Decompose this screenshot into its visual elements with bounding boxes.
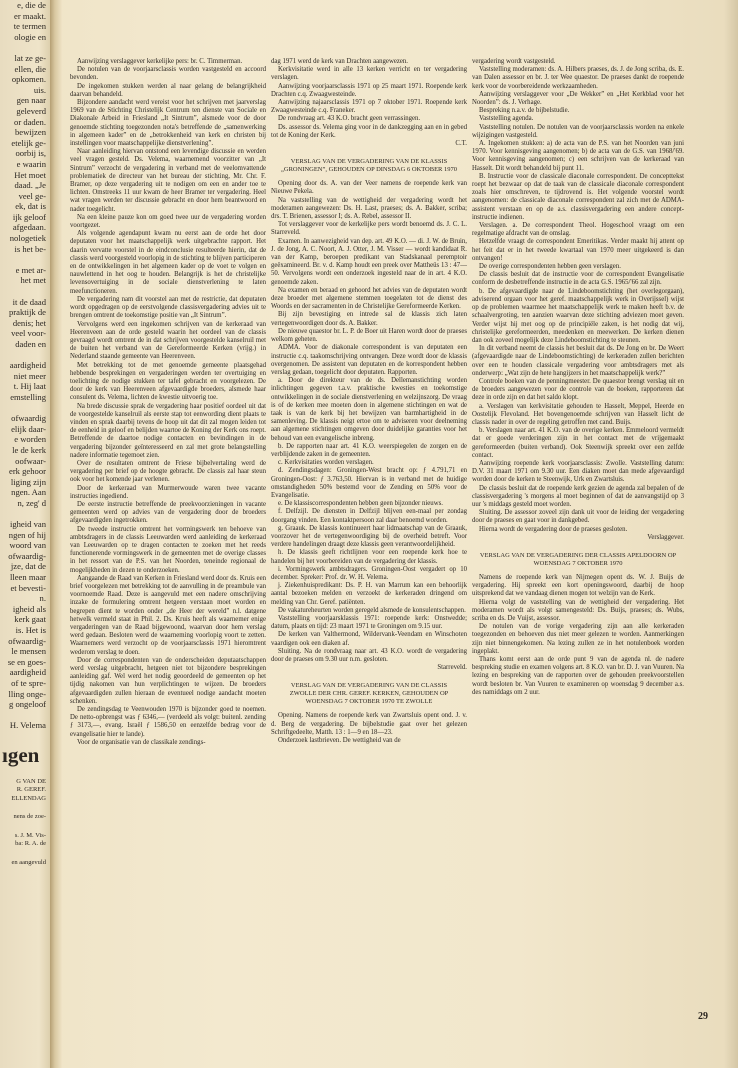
paragraph: Tot verslaggever voor de kerkelijke pers wordt benoemd ds. J. C. L. Starreveld. (271, 221, 467, 237)
paragraph: Over de resultaten omtrent de Friese bijbelvertaling werd de vergadering per brief op de hoogte gebracht. De classis zal haar steun ook voor het komende jaar verlenen. (70, 459, 266, 484)
fragment-line: daad. „Je (14, 180, 46, 191)
page-number: 29 (698, 1011, 708, 1022)
fragment-line: igheid als (12, 603, 46, 614)
fragment-line: nens de zoe- (13, 813, 46, 821)
paragraph: Examen. In aanwezigheid van dep. art. 49 K.O. — di. J. W. de Bruin, J. de Jong, A. C. Noort, A. J. Otter, J. M. Visser — wordt kandidaat R. van der Kamp, beroepen predikant van Stadskanaal peremptoir geëxamineerd. Br. v. d. Kamp houdt een preek over Mattheüs 13 : 47—50. Vervolgens wordt een onderzoek ingesteld naar de in art. 4 K.O. genoemde zaken. (271, 237, 467, 286)
paragraph: De classis besluit dat de instructie voor de correspondent Evangelisatie conform de desbetreffende instructie in de acta G.S. 1965/'66 zal zijn. (472, 271, 684, 287)
fragment-line: ba: R. A. de (15, 840, 46, 848)
paragraph: De tweede instructie omtrent het vormingswerk ten behoeve van ambtsdragers in de classis Leeuwarden werd aanleiding de kerkeraad van Leeuwarden op te dragen contacten te zoeken met het reeds functionerende vormingswerk in de gemeenten met de overige classes in het ressort van de P.S. van het Noorden, teneinde regionaal de mogelijkheden in dezen te onderzoeken. (70, 525, 266, 574)
paragraph: Bij zijn bevestiging en intrede sal de klassis zich laten vertegenwoordigen door ds. A. Bakker. (271, 311, 467, 327)
paragraph: Sluiting. De assessor zoveel zijn dank uit voor de leiding der vergadering door de praeses en gaat voor in dankgebed. (472, 509, 684, 525)
paragraph: De overige correspondenten hebben geen verslagen. (479, 263, 621, 271)
paragraph: De eerste instructie betreffende de preekvoorzieningen in vacante gemeenten werd op advies van de vergadering door de broeders afgevaardigden ingetrokken. (70, 500, 266, 525)
paragraph: De vakatureheurten worden geregeld alsmede de konsulentschappen. (278, 606, 466, 614)
page-edge-shadow (724, 0, 738, 1068)
fragment-line: opkomen. (11, 74, 46, 85)
paragraph: Opening door ds. A. van der Veer namens de roepende kerk van Nieuwe Pekela. (271, 180, 467, 196)
signature: Starreveld. (437, 664, 467, 672)
paragraph: Vaststelling moderamen: ds. A. Hilbers praeses, ds. J. de Jong scriba, ds. E. van Dalen assessor en br. J. ter Wee quaestor. De praeses dankt de roepende kerk voor de voorbereidende werkzaamheden. (472, 66, 684, 90)
fragment-line: t. Hij laat (13, 381, 46, 392)
signature: Verslaggever. (647, 533, 684, 541)
fragment-line: het met (20, 275, 46, 286)
fragment-line: geleverd (16, 105, 46, 116)
paragraph: e. De klassiscorrespondenten hebben geen bijzonder nieuws. (278, 500, 443, 508)
fragment-line: jze, dat de (10, 561, 46, 572)
fragment-line: woord van (9, 540, 46, 551)
fragment-line: n. (39, 593, 46, 604)
paragraph: Voor de organisatie van de classikale zendings- (77, 738, 206, 746)
page-gutter (50, 0, 62, 1068)
paragraph: Thans komt eerst aan de orde punt 9 van de agenda nl. de nadere bespreking studie en examen volgens art. 8 K.O. van br. D. J. van Vuuren. Na lezing en bespreking van de rapporten over de gehouden preekvoorstellen wordt besloten br. Van Vuuren te examineren op woensdag 9 december a.s. des namiddags om 2 uur. (472, 656, 684, 696)
fragment-line: ELLENDAG (11, 794, 46, 802)
fragment-line: er maakt. (14, 10, 46, 21)
paragraph: h. De klassis geeft richtlijnen voor een roepende kerk hoe te handelen bij het voorbereiden van de vergadering der klassis. (271, 549, 467, 565)
paragraph: a. Door de direkteur van de ds. Dellemanstichting worden inlichtingen gegeven t.a.v. praktische kwesties en toekomstige ontwikkelingen in de sociale dienstverlening en welzijnszorg. De vraag is of de kerken mee moeten doen in algemene stichtingen en wat de taak is van de kerk bij het bewijzen van barmhartigheid in de samenleving. De klassis neigt ertoe om te adviseren voor deelneming aan algemene stichtingen omgeven door duidelijke garanties voor het behoud van een evangelische inbreng. (271, 377, 467, 442)
paragraph: Aanwijzing najaarsclassis 1971 op 7 oktober 1971. Roepende kerk Zwaagwesteinde c.q. Franeker. (271, 99, 467, 115)
section-heading: VERSLAG VAN DE VERGADERING DER CLASSIS APELDOORN OP WOENSDAG 7 OKTOBER 1970 (479, 551, 677, 567)
fragment-line: denis; het (12, 317, 46, 328)
fragment-line: praktijk de (9, 307, 46, 318)
paragraph: Aanwijzing verslaggever kerkelijke pers: br. C. Timmerman. (77, 58, 243, 65)
fragment-line (0, 509, 52, 520)
paragraph: c. Kerkvisitaties worden verslagen. (278, 459, 374, 467)
paragraph: Bijzondere aandacht werd vereist voor het schrijven met jaarverslag 1969 van de Stichting Christelijk Centrum ten dienste van Sociale en Diakonale Arbeid in Friesland „It Sintrum”, alsmede voor de door genoemde stichting toegezonden nota's betreffende de „samenwerking in algemeen kader” en de „betrokkenheid van kerk en christen bij instellingen voor maatschappelijke dienstverlening”. (70, 99, 266, 148)
fragment-line: s. J. M. Vis- (14, 832, 46, 840)
paragraph: i. Vormingswerk ambtsdragers. Groningen-Oost vergadert op 10 december. Spreker: Prof. dr. W. H. Velema. (271, 565, 467, 581)
fragment-line: lling onge- (8, 688, 46, 699)
paragraph: ADMA. Voor de diakonale correspondent is van deputaten een instructie c.q. taakomschrijving ontvangen. Deze wordt door de klassis overgenomen. De assistent van deputaten en de korrespondent hebben verslag gedaan, toegelicht door deputaten. Rapporten. (271, 344, 467, 376)
fragment-line (0, 822, 52, 833)
fragment-line: oofwaar- (15, 455, 46, 466)
paragraph: Door de correspondenten van de onderscheiden deputaatschappen werd verslag uitgebracht, hetgeen niet tot bijzondere besprekingen aanleiding gaf. Wel werd het nodig geoordeeld de gemeenten op het tijdig nakomen van hun verplichtingen te wijzen. De broeders afgevaardigden zullen hieraan de eventueel nodige aandacht moeten schenken. (70, 656, 266, 705)
fragment-line: se en goes- (7, 656, 46, 667)
fragment-line: e waarin (16, 158, 46, 169)
fragment-line: ofwaardig (11, 413, 46, 424)
fragment-line: erk gehoor (9, 466, 46, 477)
fragment-line: ijk geloof (12, 211, 46, 222)
paragraph: Kerkvisitatie werd in alle 13 kerken verricht en ter vergadering verslagen. (271, 66, 467, 82)
paragraph: a. Verslagen van kerkvisitatie gehouden te Hasselt, Meppel, Heerde en Oostelijk Flevoland. Het bovengenoemde schrijven van Hasselt licht de classis nader in over de regeling getroffen met cand. Buijs. (472, 402, 684, 426)
fragment-line: nologetiek (9, 233, 46, 244)
fragment-line: ologie en (14, 31, 46, 42)
paragraph: Vervolgens werd een ingekomen schrijven van de kerkeraad van Heerenveen aan de orde gesteld waarin het oordeel van de classis gevraagd wordt omtrent de in dat schrijven voorgestelde kanselruil met de buiten het verband van de Gereformeerde Kerken (vrijg.) in Nederland staande gemeente van Heerenveen. (70, 320, 266, 361)
fragment-line: oorbij is, (15, 148, 46, 159)
fragment-line: ofwaardig- (8, 550, 46, 561)
fragment-line: kerk gaat (14, 614, 46, 625)
fragment-line: elijk daar- (11, 423, 46, 434)
paragraph: Na brede discussie sprak de vergadering haar positief oordeel uit dat de voorgestelde kanselruil als eerste stap tot eenwording dient plaats te vinden en sprak daarbij tevens de hoop uit dat dit zal mogen leiden tot de eenheid in geloof en belijden waartoe de Koning der Kerk ons roept. Betreffende de daartoe nodige contacten en bevindingen in de vergadering bijzonder geïnteresseerd en zal met grote belangstelling nadere informatie tegemoet zien. (70, 402, 266, 459)
fragment-line: lleen maar (9, 572, 46, 583)
signature: C.T. (455, 140, 467, 148)
paragraph: De kerken van Valthermond, Wildervank-Veendam en Winschoten vaardigen ook een diaken af. (271, 631, 467, 647)
paragraph: Bespreking n.a.v. de bijbelstudie. (479, 107, 570, 115)
fragment-line (0, 731, 52, 742)
fragment-line: aardigheid (9, 360, 46, 371)
paragraph: Namens de roepende kerk van Nijmegen opent ds. W. J. Buijs de vergadering. Hij spreekt een kort openingswoord, daarbij de hoop uitsprekend dat we vandaag dienen mogen tot welzijn van de Kerk. (472, 573, 684, 598)
paragraph: Vaststelling notulen. De notulen van de voorjaarsclassis worden na enkele wijzigingen vastgesteld. (472, 123, 684, 139)
fragment-line: le mensen (11, 646, 46, 657)
paragraph: De rondvraag art. 43 K.O. bracht geen verrassingen. (278, 115, 421, 123)
section-heading: VERSLAG VAN DE VERGADERING VAN DE KLASSIS „GRONINGEN”, GEHOUDEN OP DINSDAG 6 OKTOBER 1970 (280, 158, 458, 174)
paragraph: De notulen van de voorjaarsclassis worden vastgesteld en accoord bevonden. (70, 66, 266, 82)
fragment-line (0, 849, 52, 860)
fragment-line: liging zijn (10, 476, 46, 487)
fragment-line: lat ze ge- (14, 52, 46, 63)
paragraph: Vaststelling agenda. (479, 115, 534, 123)
fragment-line: ek, dat is (15, 201, 46, 212)
paragraph: Controle boeken van de penningmeester. De quaestor brengt verslag uit en de broeders aangewezen voor de controle van de boeken, rapporteren dat deze in orde zijn en dat het saldo klopt. (472, 377, 684, 402)
fragment-line: en aangevuld (11, 859, 46, 867)
previous-page-fragment (0, 0, 52, 1068)
paragraph: In dit verband neemt de classis het besluit dat ds. De Jong en br. De Weert (afgevaardigde naar de Lindeboomstichting) de kerkeraden zullen berichten over een te houden classicale vergadering voor ambtsdragers met als onderwerp: „Wat zijn de hete hangijzers in het maatschappelijk werk?” (472, 345, 684, 377)
fragment-line: afgedaan. (12, 222, 46, 233)
paragraph: Door de kerkeraad van Murmerwoude waren twee vacante instructies ingediend. (70, 484, 266, 500)
paragraph: Aangaande de Raad van Kerken in Friesland werd door ds. Kruis een brief voorgelezen met betrekking tot de aanvulling in de preambule van voornoemde Raad. Deze is aangevuld met een nadere omschrijving inzake de formulering omtrent hetgeen verstaan moet worden en begrepen dient te worden onder „de Heer der wereld” n.l. datgene hetwelk vermeld staat in Phil. 2. Ds. Kruis heeft als waarnemer enige vergaderingen van de Raad bijgewoond, waarvan door hem verslag werd gedaan. Besloten werd de waarneming voorlopig voort te zetten. Waarnemers werd verzocht op de voorjaarsclassis 1971 hieromtrent wederom verslag te doen. (70, 574, 266, 656)
paragraph: Onderzoek lastbrieven. De wettigheid van de (278, 737, 401, 745)
fragment-line (0, 403, 52, 414)
fragment-line: or daden. (14, 116, 46, 127)
paragraph: f. Delfzijl. De diensten in Delfzijl blijven een-maal per zondag doorgang vinden. Een kontaktpersoon zal daar benoemd worden. (271, 508, 467, 524)
fragment-line: veel ge- (18, 190, 46, 201)
fragment-line: niet meer (13, 370, 46, 381)
text-column-left (70, 58, 266, 1058)
paragraph: De classis besluit dat de roepende kerk gezien de agenda zal bepalen of de classisvergadering 's morgens al moet beginnen of dat de aanvangstijd op 3 uur 's middags gesteld moet worden. (472, 484, 684, 508)
paragraph: b. De rapporten naar art. 41 K.O. weerspiegelen de zorgen en de verblijdende zaken in de gemeenten. (271, 442, 467, 458)
fragment-line: daden en (15, 339, 46, 349)
fragment-line: ngen of hij (8, 529, 46, 540)
paragraph: De notulen van de vorige vergadering zijn aan alle kerkeraden toegezonden en behoeven dus niet meer gelezen te worden. Aanmerkingen zijn niet binnengekomen. Na lezing zullen ze in het notulenboek worden ingeplakt. (472, 623, 684, 655)
fragment-line: of te spre- (11, 678, 46, 688)
paragraph: Met betrekking tot de met genoemde gemeente plaatsgehad hebbende besprekingen en vergaderingen werden ter overtuiging en toelichting de nodige stukken ter tafel gebracht en voorgelezen. De door de kerk van Heerenveen afgevaardigde broeders, alsmede haar consulent ds. Velema, lichten de kwestie uitvoerig toe. (70, 361, 266, 402)
fragment-line (0, 768, 52, 779)
fragment-line: n, zeg' d (17, 497, 46, 508)
fragment-line: G VAN DE (16, 778, 46, 786)
fragment-line: veel voor- (11, 328, 46, 339)
fragment-line: igheid van (9, 519, 46, 530)
fragment-line (0, 710, 52, 721)
fragment-line: g ongeloof (9, 699, 46, 710)
paragraph: Na een kleine pauze kon om goed twee uur de vergadering worden voortgezet. (70, 213, 266, 230)
fragment-line (0, 254, 52, 265)
paragraph: Aanwijzing verslaggever voor „De Wekker” en „Het Kerkblad voor het Noorden”: ds. J. Verhage. (472, 90, 684, 107)
fragment-line: e met ar- (15, 264, 46, 275)
fragment-line (0, 42, 52, 53)
fragment-line: is. Het is (15, 625, 46, 636)
fragment-line: is het be- (14, 243, 46, 254)
paragraph: Aanwijzing voorjaarsclassis 1971 op 25 maart 1971. Roepende kerk Drachten c.q. Zwaagwesteinde. (271, 82, 467, 98)
paragraph: De ingekomen stukken werden al naar gelang de belangrijkheid daarvan behandeld. (70, 82, 266, 98)
paragraph: g. Graauk. De klassis kontinueert haar lidmaatschap van de Graauk, voorzover het de vertegenwoordiging bij de overheid betreft. Voor verdere handelingen draagt deze klassis geen verantwoordelijkheid. (271, 524, 467, 549)
paragraph: De nieuwe quaestor br. L. P. de Boer uit Haren wordt door de praeses welkom geheten. (271, 327, 467, 344)
paragraph: Na vaststelling van de wettigheid der vergadering wordt het moderamen aangewezen: Ds. H. Last, praeses; ds. A. Bakker, scriba; drs. T. Brienen, assessor I; ds. A. Rebel, assessor II. (271, 196, 467, 221)
fragment-line: H. Velema (9, 720, 46, 731)
paragraph: De zendingsdag te Veenwouden 1970 is bijzonder goed te noemen. De netto-opbrengst was ƒ 6346,— (verdeeld als volgt: buitenl. zending ƒ 3173,—, evang. Israël ƒ 1586,50 en eenzelfde bedrag voor de evangelisatie hier te lande). (70, 706, 266, 738)
paragraph: Hetzelfde vraagt de correspondent Emeritikas. Verder maakt hij attent op het feit dat er in het tweede kwartaal van 1970 meer uitgekeerd is dan ontvangen! (472, 238, 684, 262)
fragment-line: ngen. Aan (11, 487, 46, 498)
paragraph: b. Verslagen naar art. 41 K.O. van de overige kerken. Emmeloord vermeldt dat er goede verderingen zijn in het contact met de vrijgemaakt gereformeerden (buiten verband). Ook Steenwijk spreekt over een zelfde contact. (472, 427, 684, 459)
paragraph: De vergadering nam dit voorstel aan met de restrictie, dat deputaten wordt opgedragen op de eerstvolgende classisvergadering advies uit te brengen omtrent de toekomstige positie van „It Sintrum”. (70, 295, 266, 320)
fragment-line: e worden (14, 434, 46, 445)
fragment-line: ıgen (2, 742, 40, 767)
fragment-line: ofwaardig- (8, 635, 46, 646)
paragraph: Hierna volgt de vaststelling van de wettigheid der vergadering. Het moderamen wordt als volgt samengesteld: Ds. Buijs, praeses; ds. Wubs, scriba en ds. De Vuijst, assessor. (472, 598, 684, 622)
fragment-line: e, die de (17, 0, 46, 10)
paragraph: Vaststelling voorjaarsklassis 1971: roepende kerk: Onstwedde; datum, plaats en tijd: 23 maart 1971 te Groningen om 9.15 uur. (271, 615, 467, 631)
text-column-middle (271, 58, 467, 1058)
fragment-line: Het moet (14, 169, 46, 180)
section-heading: VERSLAG VAN DE VERGADERING VAN DE CLASSIS ZWOLLE DER CHR. GEREF. KERKEN, GEHOUDEN OP WOENSDAG 7 OKTOBER 1970 TE ZWOLLE (289, 682, 449, 706)
fragment-line: emstelling (10, 391, 46, 402)
paragraph: Na examen en beraad en gehoord het advies van de deputaten wordt deze broeder met algemene stemmen toegelaten tot de dienst des Woords en der sacramenten in de Christelijke Gereformeerde Kerken. (271, 286, 467, 311)
paragraph: A. Ingekomen stukken: a) de acta van de P.S. van het Noorden van juni 1970. Voor kennisgeving aangenomen; b) de acta van de G.S. van 1968/'69. Voor kennisgeving aangenomen; c) een schrijven van de kerkeraad van Hasselt. Dit wordt behandeld bij punt 11. (472, 140, 684, 172)
paragraph: Sluiting. Na de rondvraag naar art. 43 K.O. wordt de vergadering door de praeses om 9.30 uur n.m. gesloten. (271, 647, 467, 664)
fragment-line: ellen, die (14, 63, 46, 74)
paragraph: Aanwijzing roepende kerk voorjaarsclassis: Zwolle. Vaststelling datum: D.V. 31 maart 1971 om 9.30 uur. Een diaken moet dan mede afgevaardigd worden door de kerken te Steenwijk, Urk en Zwartsluis. (472, 459, 684, 484)
fragment-line: gen naar (16, 95, 46, 106)
paragraph: j. Ziekenhuispredikant: Ds. P. H. van Marrum kan een behoorlijk aantal bezoeken melden en verzoekt de kerkeraden dringend om melding van Chr. Geref. patiënten. (271, 582, 467, 606)
fragment-line: it de daad (12, 296, 46, 307)
fragment-line: etelijk ge- (11, 137, 46, 148)
paragraph: Verslagen. a. De correspondent Theol. Hogeschool vraagt om een regelmatige afdracht van de omslag. (472, 222, 684, 238)
paragraph: Ds. assessor ds. Velema ging voor in de dankzegging aan en in gebed tot de Koning der Kerk. (271, 123, 467, 139)
paragraph: dag 1971 werd de kerk van Drachten aangewezen. (271, 58, 409, 65)
paragraph: Naar aanleiding hiervan ontstond een levendige discussie en werden veel vragen gesteld. Ds. Velema, waarnemend voorzitter van „It Sintrum” verzocht de vergadering in verband met de veelomvattende problematiek de directeur van het bureau der stichting, Mr. Chr. F. Bramer, op deze vergadering uit te nodigen om een en ander toe te lichten. Omstreeks 11 uur kwam de heer Bramer ter vergadering. Heel wat vragen werden ter discussie gebracht en door hem beantwoord en nader toegelicht. (70, 148, 266, 213)
fragment-line (0, 803, 52, 814)
paragraph: vergadering wordt vastgesteld. (472, 58, 556, 65)
text-column-right (472, 58, 684, 1058)
paragraph: B. Instructie voor de classicale diaconale correspondent. De concepttekst roept het bezwaar op dat de taak van de classicale diaconale correspondent zoals hier omschreven, te tijdrovend is. Het volgende voorstel wordt aangenomen: de classicale diaconale correspondent zal zich met de ADMA-assistent verstaan en op de a.s. classisvergadering een andere concept-instructie indienen. (472, 172, 684, 221)
paragraph: Als volgende agendapunt kwam nu eerst aan de orde het door deputaten voor het maatschappelijk werk uitgebrachte rapport. Het daarin vervatte voorstel in de eindconclusie resulteerde hierin, dat de classis werd voorgesteld voorlopig in de stichting te blijven participeren en de ontwikkelingen in het algemeen kader op de voet te volgen en nauwlettend in het oog te houden. Belangrijk is het de christelijke levensovertuiging in de sociale dienstverlening te laten meefunctioneren. (70, 230, 266, 295)
paragraph: d. Zendingsdagen: Groningen-West bracht op: ƒ 4.791,71 en Groningen-Oost: ƒ 3.763,50. Hiervan is in verband met de huidige omstandigheden 50% bestemd voor de Zending en 50% voor de Evangelisatie. (271, 467, 467, 499)
fragment-line (0, 350, 52, 361)
fragment-line: te termen (13, 21, 46, 32)
fragment-line: et bevesti- (10, 582, 46, 593)
fragment-line: R. GEREF. (16, 786, 46, 794)
paragraph: b. De afgevaardigde naar de Lindeboomstichting (het overlegorgaan), adviserend orgaan voor het geref. maatschappelijk werk in Overijssel) wijst op de problemen waarmee het maatschappelijk werk te maken heeft b.v. de schaalvergroting, ten aanzien waarvan deze stichting adviezen moet geven. Verder wijst hij met oog op de principiële zaken, is het nodig dat wij, christelijke gereformeerden, meedenken en meewerken. De kerken dienen dan ook zoveel mogelijk deze Lindeboomstichting te steunen. (472, 287, 684, 344)
fragment-line (0, 286, 52, 297)
fragment-line: uis. (33, 84, 46, 95)
fragment-line: aardigheid (9, 667, 46, 678)
paragraph: Hierna wordt de vergadering door de praeses gesloten. (479, 525, 628, 533)
fragment-line: le de kerk (12, 444, 46, 455)
fragment-line: bewijzen (14, 127, 46, 138)
paragraph: Opening. Namens de roepende kerk van Zwartsluis opent ond. J. v. d. Berg de vergadering. De bijbelstudie gaat over het gelezen Schriftgedeelte, Matth. 13 : 1—9 en 18—23. (271, 712, 467, 736)
